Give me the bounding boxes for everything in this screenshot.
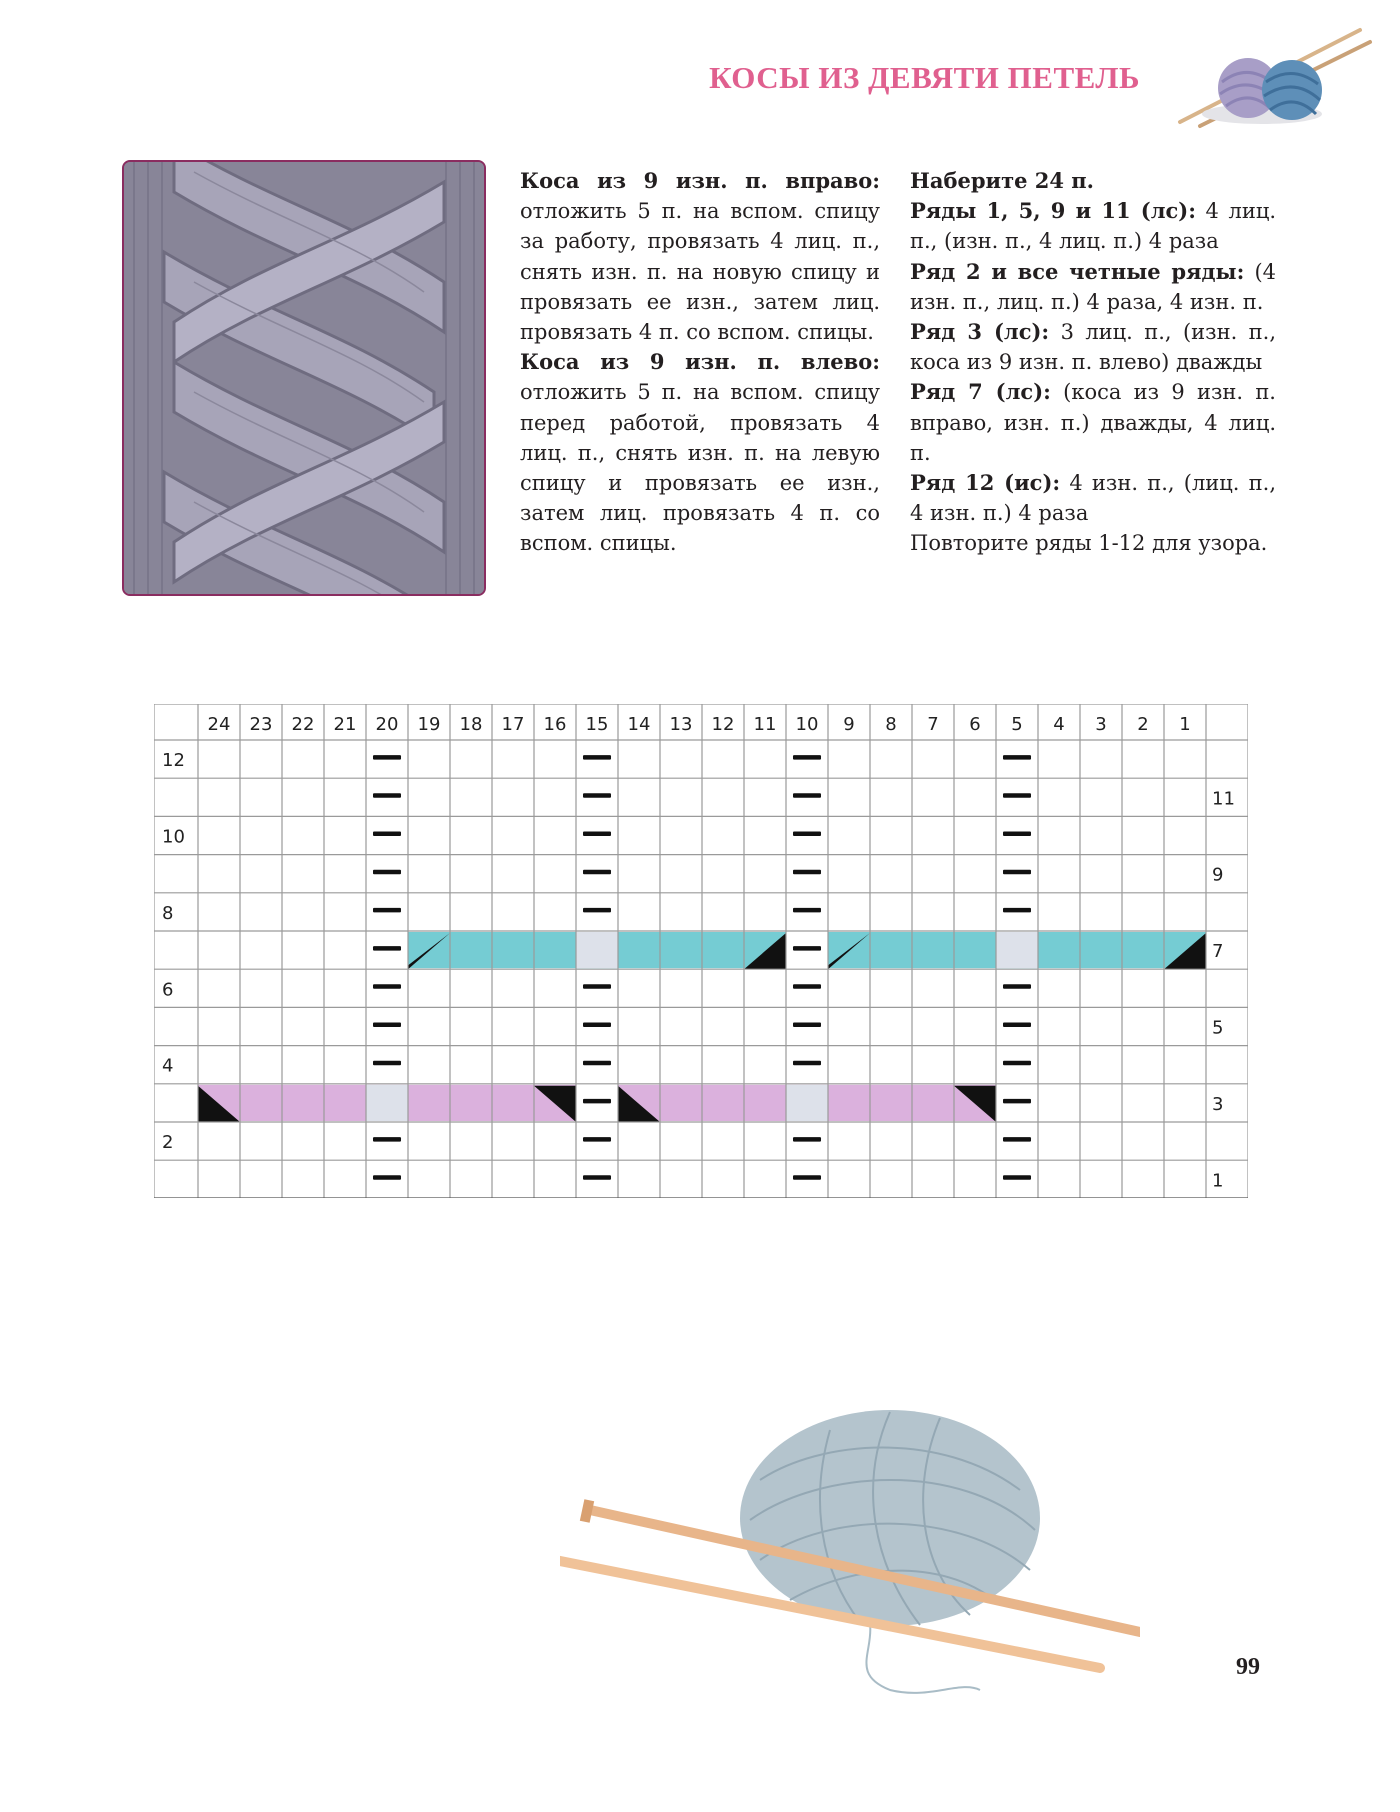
- cable-center-stitch: [786, 1085, 828, 1121]
- row-3-heading: Ряд 3 (лс):: [910, 319, 1050, 345]
- purl-stitch-mark: [793, 908, 821, 913]
- knitting-chart-grid: [154, 704, 1248, 1198]
- pattern-instructions-column: [910, 166, 1276, 559]
- purl-stitch-mark: [793, 946, 821, 951]
- column-label: 8: [885, 714, 897, 735]
- purl-stitch-mark: [1003, 793, 1031, 798]
- column-label: 12: [711, 714, 735, 735]
- row-12-text: 4 изн. п., (лиц. п., 4 изн. п.) 4 раза: [910, 471, 1277, 526]
- even-rows-heading: Ряд 2 и все четные ряды:: [910, 258, 1245, 284]
- purl-stitch-mark: [793, 870, 821, 875]
- chart-header-bg: [154, 704, 1248, 740]
- column-label: 1: [1179, 714, 1191, 735]
- purl-stitch-mark: [583, 984, 611, 989]
- row-label-right: 9: [1212, 864, 1224, 886]
- row-3-line: [910, 317, 1276, 377]
- row-label-right: 11: [1212, 788, 1235, 810]
- purl-stitch-mark: [793, 984, 821, 989]
- purl-stitch-mark: [583, 1061, 611, 1066]
- purl-stitch-mark: [793, 832, 821, 837]
- cable-right-heading: Коса из 9 изн. п. вправо:: [520, 168, 880, 193]
- purl-stitch-mark: [793, 1175, 821, 1180]
- purl-stitch-mark: [583, 832, 611, 837]
- purl-stitch-mark: [373, 946, 401, 951]
- column-label: 14: [627, 714, 651, 735]
- purl-stitch-mark: [373, 1061, 401, 1066]
- row-label-right: 1: [1212, 1170, 1224, 1192]
- knitting-chart: [154, 704, 1248, 1198]
- even-rows-text: (4 изн. п., лиц. п.) 4 раза, 4 изн. п.: [910, 259, 1276, 314]
- cable-right-text: отложить 5 п. на вспом. спицу за работу, провязать 4 лиц. п., снять изн. п. на новую спицу и провязать ее изн., затем лиц. провязать 4 п. со вспом. спицы.: [520, 199, 880, 345]
- row-label-left: 8: [162, 902, 174, 924]
- purl-stitch-mark: [373, 1175, 401, 1180]
- yarn-and-needles-illustration: [560, 1400, 1140, 1700]
- row-7-line: [910, 377, 1276, 468]
- row-3-text: 3 лиц. п., (изн. п., коса из 9 изн. п. влево) дважды: [910, 320, 1276, 375]
- cable-instructions-column: [520, 166, 880, 559]
- row-label-left: 4: [162, 1055, 174, 1077]
- row-label-right: 5: [1212, 1017, 1224, 1039]
- column-label: 18: [459, 714, 483, 735]
- purl-stitch-mark: [793, 1137, 821, 1142]
- cast-on-text: Наберите 24 п.: [910, 168, 1094, 193]
- purl-stitch-mark: [583, 1099, 611, 1104]
- cable-right-instruction: [520, 166, 880, 347]
- purl-stitch-mark: [1003, 1175, 1031, 1180]
- purl-stitch-mark: [793, 1061, 821, 1066]
- row-label-left: 2: [162, 1132, 174, 1154]
- column-label: 20: [375, 714, 399, 735]
- column-label: 13: [669, 714, 693, 735]
- purl-stitch-mark: [1003, 1023, 1031, 1028]
- purl-stitch-mark: [373, 908, 401, 913]
- row-7-text: (коса из 9 изн. п. вправо, изн. п.) дважды, 4 лиц. п.: [910, 380, 1276, 465]
- column-label: 2: [1137, 714, 1149, 735]
- purl-stitch-mark: [373, 832, 401, 837]
- page-title: КОСЫ ИЗ ДЕВЯТИ ПЕТЕЛЬ: [709, 60, 1140, 95]
- column-label: 17: [501, 714, 525, 735]
- row-label-left: 6: [162, 979, 174, 1001]
- column-label: 7: [927, 714, 939, 735]
- column-label: 9: [843, 714, 855, 735]
- row-label-right: 3: [1212, 1093, 1224, 1115]
- purl-stitch-mark: [793, 1023, 821, 1028]
- row-12-line: [910, 468, 1276, 528]
- column-label: 5: [1011, 714, 1023, 735]
- purl-stitch-mark: [373, 755, 401, 760]
- rows-1-5-9-11-line: [910, 196, 1276, 256]
- cast-on-line: [910, 166, 1276, 196]
- purl-stitch-mark: [583, 793, 611, 798]
- purl-stitch-mark: [583, 908, 611, 913]
- purl-stitch-mark: [1003, 908, 1031, 913]
- purl-stitch-mark: [1003, 1099, 1031, 1104]
- column-label: 15: [585, 714, 609, 735]
- purl-stitch-mark: [373, 984, 401, 989]
- column-label: 23: [249, 714, 273, 735]
- purl-stitch-mark: [583, 755, 611, 760]
- purl-stitch-mark: [1003, 1137, 1031, 1142]
- rows-1-5-9-11-text: 4 лиц. п., (изн. п., 4 лиц. п.) 4 раза: [910, 199, 1276, 254]
- purl-stitch-mark: [1003, 984, 1031, 989]
- repeat-line: [910, 528, 1276, 558]
- purl-stitch-mark: [1003, 755, 1031, 760]
- column-label: 6: [969, 714, 981, 735]
- column-label: 10: [795, 714, 819, 735]
- repeat-text: Повторите ряды 1-12 для узора.: [910, 531, 1268, 556]
- purl-stitch-mark: [793, 755, 821, 760]
- purl-stitch-mark: [583, 1175, 611, 1180]
- purl-stitch-mark: [373, 1023, 401, 1028]
- row-7-heading: Ряд 7 (лс):: [910, 379, 1051, 405]
- page-number: 99: [1236, 1654, 1260, 1680]
- column-label: 22: [291, 714, 315, 735]
- column-label: 21: [333, 714, 357, 735]
- column-label: 24: [207, 714, 231, 735]
- even-rows-line: [910, 257, 1276, 317]
- cable-center-stitch: [996, 932, 1038, 968]
- cable-center-stitch: [366, 1085, 408, 1121]
- column-label: 4: [1053, 714, 1065, 735]
- column-label: 3: [1095, 714, 1107, 735]
- purl-stitch-mark: [583, 870, 611, 875]
- purl-stitch-mark: [583, 1023, 611, 1028]
- purl-stitch-mark: [793, 793, 821, 798]
- cable-left-heading: Коса из 9 изн. п. влево:: [520, 349, 880, 375]
- cable-center-stitch: [576, 932, 618, 968]
- cable-left-text: отложить 5 п. на вспом. спицу перед работой, провязать 4 лиц. п., снять изн. п. на левую спицу и провязать ее изн., затем лиц. провязать 4 п. со вспом. спицы.: [520, 380, 880, 556]
- column-label: 19: [417, 714, 441, 735]
- knitted-cable-sample-photo: [122, 160, 486, 596]
- purl-stitch-mark: [373, 870, 401, 875]
- purl-stitch-mark: [373, 793, 401, 798]
- column-label: 11: [753, 714, 777, 735]
- column-label: 16: [543, 714, 567, 735]
- row-label-left: 10: [162, 826, 185, 848]
- row-label-right: 7: [1212, 941, 1224, 963]
- row-label-left: 12: [162, 750, 185, 772]
- purl-stitch-mark: [373, 1137, 401, 1142]
- row-12-heading: Ряд 12 (ис):: [910, 470, 1061, 496]
- yarn-balls-illustration: [1170, 22, 1380, 132]
- purl-stitch-mark: [583, 1137, 611, 1142]
- rows-1-5-9-11-heading: Ряды 1, 5, 9 и 11 (лс):: [910, 198, 1196, 224]
- purl-stitch-mark: [1003, 870, 1031, 875]
- purl-stitch-mark: [1003, 832, 1031, 837]
- purl-stitch-mark: [1003, 1061, 1031, 1066]
- cable-left-instruction: [520, 347, 880, 558]
